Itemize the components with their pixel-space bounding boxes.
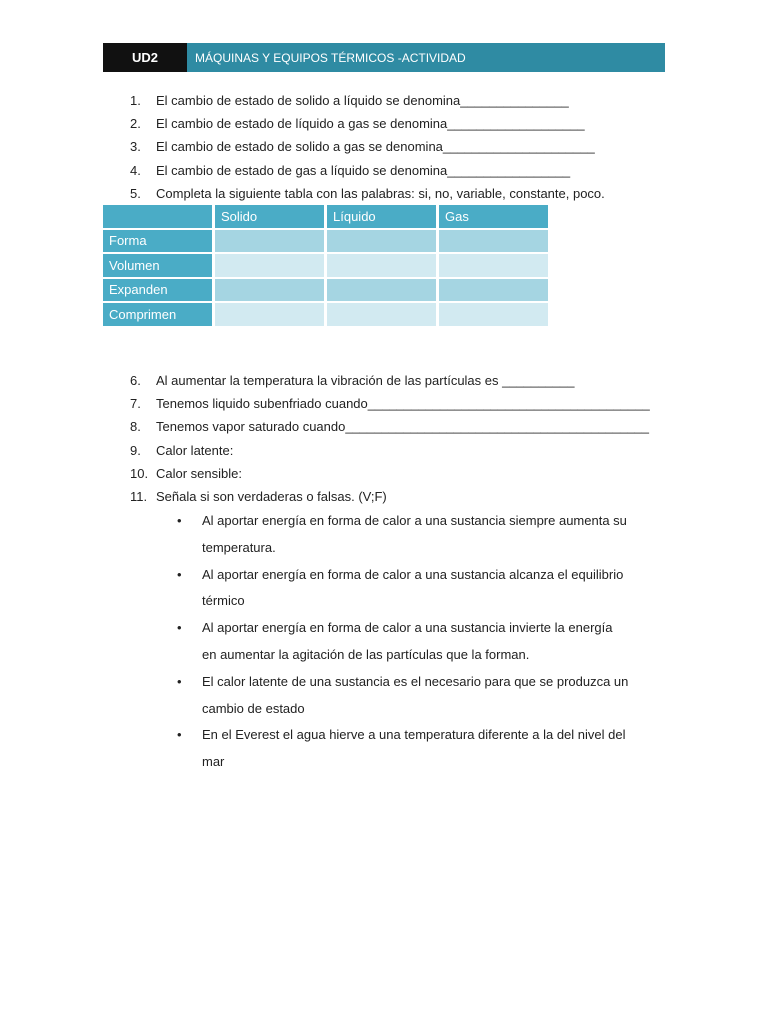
table-row [103,254,551,279]
bullet-icon: • [177,566,182,582]
table-cell[interactable] [439,279,551,304]
question-item [130,182,670,205]
statement-line: cambio de estado [202,700,305,716]
question-number: 6. [130,373,141,388]
question-text: El cambio de estado de líquido a gas se denomina___________________ [156,116,585,132]
statement-line: en aumentar la agitación de las partículas que la forman. [202,646,530,662]
statement-item [175,722,665,776]
true-false-statements [175,508,665,776]
bullet-icon: • [177,673,182,689]
states-table [103,205,551,328]
question-item [130,369,670,392]
row-header-forma: Forma [103,230,215,255]
question-number: 10. [130,465,149,481]
statement-line: Al aportar energía en forma de calor a una sustancia invierte la energía [202,620,613,636]
question-text: El cambio de estado de solido a gas se denomina_____________________ [156,139,595,155]
table-cell[interactable] [215,254,327,279]
table-corner-cell [103,205,215,230]
statement-item [175,508,665,562]
question-text: Al aumentar la temperatura la vibración de las partículas es __________ [156,373,575,388]
column-header-gas: Gas [439,205,551,230]
question-list-1 [130,89,670,205]
statement-line: Al aportar energía en forma de calor a una sustancia siempre aumenta su [202,513,627,528]
statement-line: Al aportar energía en forma de calor a una sustancia alcanza el equilibrio [202,566,624,582]
question-number: 2. [130,116,141,132]
statement-item [175,615,665,669]
question-item [130,462,670,485]
question-item [130,135,670,158]
statement-item [175,562,665,616]
question-number: 4. [130,162,141,178]
question-number: 8. [130,419,141,435]
table-cell[interactable] [327,230,439,255]
statement-line: temperatura. [202,539,276,555]
statement-line: El calor latente de una sustancia es el necesario para que se produzca un [202,673,629,689]
table-cell[interactable] [439,230,551,255]
question-number: 5. [130,185,141,201]
table-header-row [103,205,551,230]
question-item [130,439,670,462]
question-number: 11. [130,488,148,504]
column-header-solido: Solido [215,205,327,230]
question-item [130,159,670,182]
column-header-liquido: Líquido [327,205,439,230]
statement-item [175,669,665,723]
question-list-2 [130,369,670,508]
question-text: Calor sensible: [156,465,242,481]
question-number: 3. [130,139,141,155]
question-item [130,392,670,415]
table-cell[interactable] [327,254,439,279]
row-header-comprimen: Comprimen [103,303,215,328]
question-item [130,112,670,135]
question-text: Señala si son verdaderas o falsas. (V;F) [156,488,387,504]
bullet-icon: • [177,620,182,636]
table-cell[interactable] [439,254,551,279]
table-cell[interactable] [439,303,551,328]
row-header-volumen: Volumen [103,254,215,279]
statement-line: En el Everest el agua hierve a una temperatura diferente a la del nivel del [202,727,626,743]
question-item [130,485,670,508]
table-cell[interactable] [327,279,439,304]
question-text: Tenemos liquido subenfriado cuando_______________________________________ [156,396,650,412]
document-header [103,43,665,72]
table-cell[interactable] [215,279,327,304]
question-text: Calor latente: [156,442,234,458]
question-number: 1. [130,93,141,108]
question-number: 7. [130,396,141,412]
question-text: Completa la siguiente tabla con las palabras: si, no, variable, constante, poco. [156,185,605,201]
statement-line: mar [202,754,225,770]
statement-line: térmico [202,593,245,609]
question-text: El cambio de estado de gas a líquido se denomina_________________ [156,162,571,178]
question-text: Tenemos vapor saturado cuando__________________________________________ [156,419,650,435]
question-item [130,89,670,112]
bullet-icon: • [177,727,182,743]
bullet-icon: • [177,513,182,528]
table-cell[interactable] [215,230,327,255]
question-item [130,415,670,438]
row-header-expanden: Expanden [103,279,215,304]
table-row [103,230,551,255]
question-number: 9. [130,442,141,458]
table-row [103,279,551,304]
unit-label: UD2 [103,43,187,72]
document-title: MÁQUINAS Y EQUIPOS TÉRMICOS -ACTIVIDAD [187,43,665,72]
table-cell[interactable] [327,303,439,328]
question-text: El cambio de estado de solido a líquido se denomina_______________ [156,93,569,108]
table-cell[interactable] [215,303,327,328]
table-row [103,303,551,328]
